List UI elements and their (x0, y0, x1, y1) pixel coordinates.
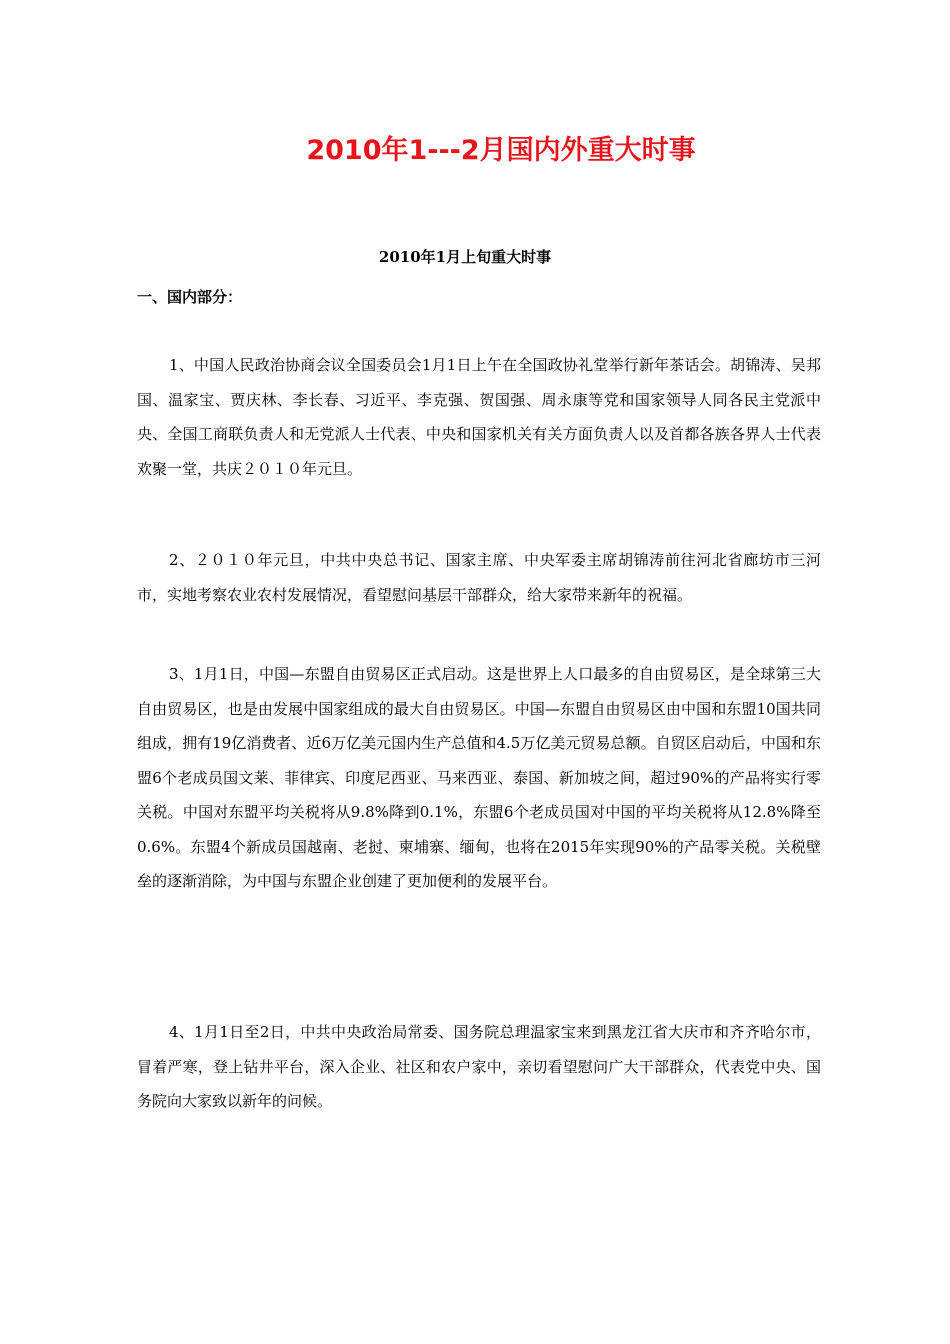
news-paragraph-1: 1、中国人民政治协商会议全国委员会1月1日上午在全国政协礼堂举行新年茶话会。胡锦涛、吴邦国、温家宝、贾庆林、李长春、习近平、李克强、贺国强、周永康等党和国家领导人同各民主党派中央、全国工商联负责人和无党派人士代表、中央和国家机关有关方面负责人以及首都各族各界人士代表欢聚一堂，共庆２０１０年元旦。 (137, 356, 821, 478)
news-paragraph-2: 2、２０１０年元旦，中共中央总书记、国家主席、中央军委主席胡锦涛前往河北省廊坊市三河市，实地考察农业农村发展情况，看望慰问基层干部群众，给大家带来新年的祝福。 (137, 551, 821, 604)
section-heading: 一、国内部分： (137, 288, 243, 306)
news-paragraph-3: 3、1月1日，中国—东盟自由贸易区正式启动。这是世界上人口最多的自由贸易区，是全球第三大自由贸易区，也是由发展中国家组成的最大自由贸易区。中国—东盟自由贸易区由中国和东盟10国共同组成，拥有19亿消费者、近6万亿美元国内生产总值和4.5万亿美元贸易总额。自贸区启动后，中国和东盟6个老成员国文莱、菲律宾、印度尼西亚、马来西亚、泰国、新加坡之间，超过90%的产品将实行零关税。中国对东盟平均关税将从9.8%降到0.1%，东盟6个老成员国对中国的平均关税将从12.8%降至0.6%。东盟4个新成员国越南、老挝、柬埔寨、缅甸，也将在2015年实现90%的产品零关税。关税壁垒的逐渐消除，为中国与东盟企业创建了更加便利的发展平台。 (137, 665, 821, 890)
document-title: 2010年1---2月国内外重大时事 (306, 135, 696, 166)
news-paragraph-4: 4、1月1日至2日，中共中央政治局常委、国务院总理温家宝来到黑龙江省大庆市和齐齐哈尔市，冒着严寒，登上钻井平台，深入企业、社区和农户家中，亲切看望慰问广大干部群众，代表党中央、国务院向大家致以新年的问候。 (137, 1023, 821, 1110)
section-subtitle: 2010年1月上旬重大时事 (378, 248, 552, 266)
